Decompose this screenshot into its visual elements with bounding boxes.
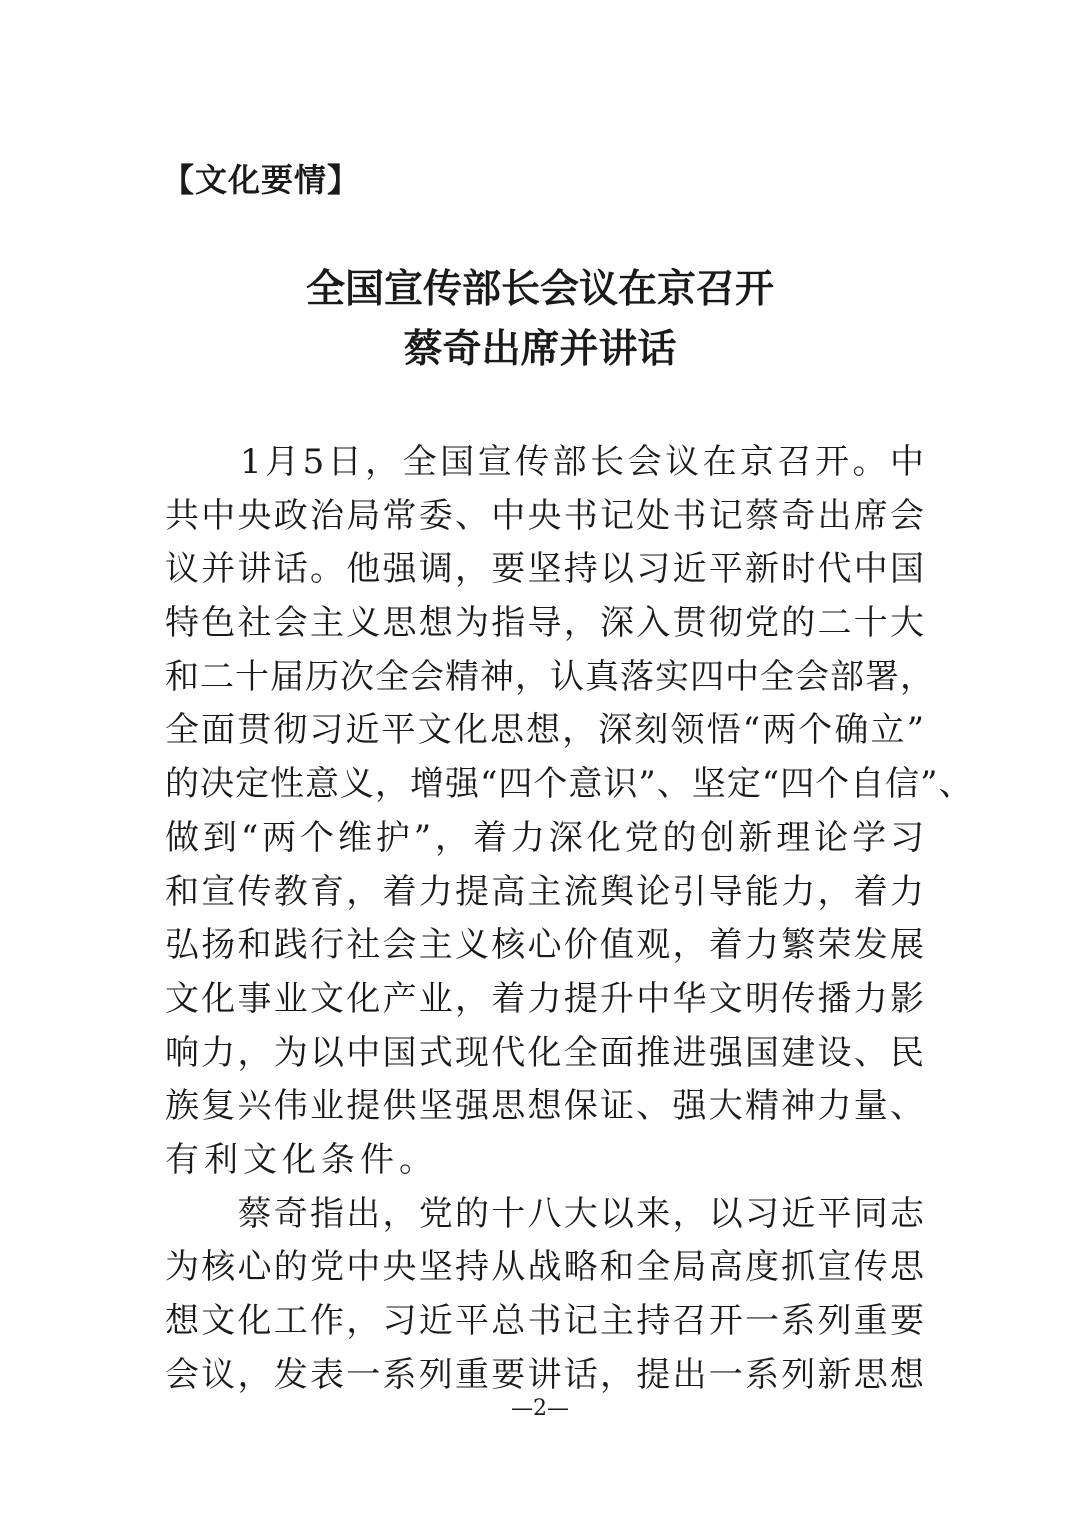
body-line: 有利文化条件。	[165, 1139, 438, 1180]
body-line: 1月5日，全国宣传部长会议在京召开。中	[165, 442, 925, 482]
body-line: 特色社会主义思想为指导，深入贯彻党的二十大	[165, 603, 925, 644]
article-title-line-2: 蔡奇出席并讲话	[403, 326, 677, 372]
body-line: 蔡奇指出，党的十八大以来，以习近平同志	[165, 1193, 925, 1234]
page-number: —2—	[511, 1396, 569, 1421]
body-line: 为核心的党中央坚持从战略和全局高度抓宣传思	[165, 1247, 925, 1288]
body-line: 弘扬和践行社会主义核心价值观，着力繁荣发展	[165, 925, 925, 966]
body-line: 共中央政治局常委、中央书记处书记蔡奇出席会	[165, 495, 925, 536]
body-line: 和宣传教育，着力提高主流舆论引导能力，着力	[165, 871, 925, 912]
body-line: 响力，为以中国式现代化全面推进强国建设、民	[165, 1032, 925, 1073]
body-line: 全面贯彻习近平文化思想，深刻领悟“两个确立”	[165, 710, 925, 751]
body-line: 的决定性意义，增强“四个意识”、坚定“四个自信”、	[165, 764, 974, 805]
body-line: 族复兴伟业提供坚强思想保证、强大精神力量、	[165, 1086, 925, 1127]
article-title-line-1: 全国宣传部长会议在京召开	[305, 266, 774, 312]
body-line: 做到“两个维护”，着力深化党的创新理论学习	[165, 817, 925, 858]
article-body	[165, 436, 974, 1402]
body-line: 想文化工作，习近平总书记主持召开一系列重要	[165, 1301, 925, 1341]
section-tag: 【文化要情】	[162, 161, 361, 199]
body-line: 议并讲话。他强调，要坚持以习近平新时代中国	[165, 549, 925, 590]
body-line: 和二十届历次全会精神，认真落实四中全会部署，	[165, 656, 935, 697]
body-line: 会议，发表一系列重要讲话，提出一系列新思想	[165, 1354, 925, 1395]
body-line: 文化事业文化产业，着力提升中华文明传播力影	[165, 978, 925, 1019]
